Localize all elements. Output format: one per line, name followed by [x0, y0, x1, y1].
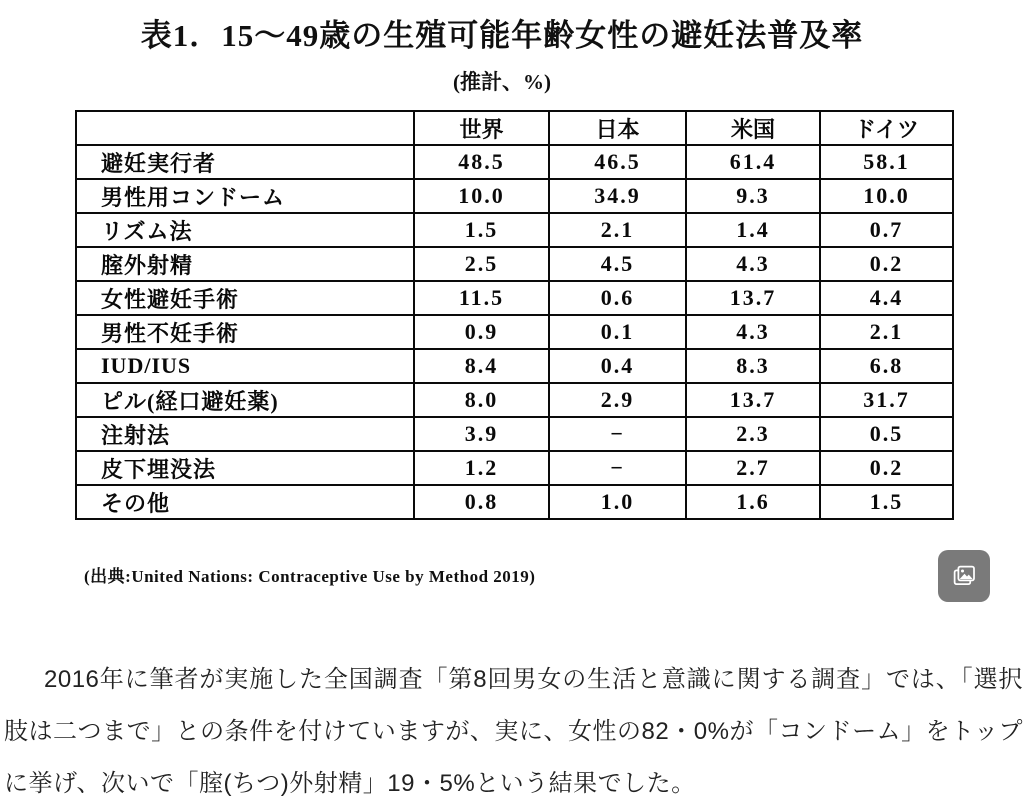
- body-paragraph: 2016年に筆者が実施した全国調査「第8回男女の生活と意識に関する調査」では、「選択肢は二つまで」との条件を付けていますが、実に、女性の82・0%が「コンドーム」をトップに挙げ、次いで「腟(ちつ)外射精」19・5%という結果でした。: [4, 666, 1023, 797]
- table-cell: 10.0: [414, 179, 549, 213]
- table-cell: 0.2: [820, 451, 953, 485]
- row-label: 腟外射精: [76, 247, 414, 281]
- table-cell: 8.3: [686, 349, 820, 383]
- figure-title: 表1．15〜49歳の生殖可能年齢女性の避妊法普及率: [140, 18, 864, 53]
- table-cell: 1.4: [686, 213, 820, 247]
- table-row: [76, 145, 953, 179]
- table-cell: 48.5: [414, 145, 549, 179]
- row-label: 皮下埋没法: [76, 451, 414, 485]
- table-cell: 1.5: [414, 213, 549, 247]
- table-row: [76, 485, 953, 519]
- table-cell: 34.9: [549, 179, 686, 213]
- table-row: [76, 281, 953, 315]
- table-cell: 9.3: [686, 179, 820, 213]
- table-cell: 4.5: [549, 247, 686, 281]
- table-row: [76, 417, 953, 451]
- table-cell: 3.9: [414, 417, 549, 451]
- row-label: 男性用コンドーム: [76, 179, 414, 213]
- table-cell: 0.5: [820, 417, 953, 451]
- table-cell: 1.0: [549, 485, 686, 519]
- table-row: [76, 213, 953, 247]
- table-cell: 4.3: [686, 315, 820, 349]
- table-cell: −: [549, 451, 686, 485]
- contraception-table: [75, 110, 954, 520]
- table-cell: 8.0: [414, 383, 549, 417]
- table-cell: 10.0: [820, 179, 953, 213]
- table-cell: 2.7: [686, 451, 820, 485]
- row-label: 注射法: [76, 417, 414, 451]
- column-header-usa: 米国: [686, 111, 820, 145]
- table-cell: 1.5: [820, 485, 953, 519]
- image-gallery-button[interactable]: [938, 550, 990, 602]
- table-cell: 61.4: [686, 145, 820, 179]
- column-header-blank: [76, 111, 414, 145]
- table-cell: 11.5: [414, 281, 549, 315]
- table-cell: 4.4: [820, 281, 953, 315]
- table-cell: 13.7: [686, 383, 820, 417]
- column-header-japan: 日本: [549, 111, 686, 145]
- table-cell: 46.5: [549, 145, 686, 179]
- table-cell: 0.4: [549, 349, 686, 383]
- table-cell: 6.8: [820, 349, 953, 383]
- photos-icon: [949, 561, 979, 591]
- row-label: IUD/IUS: [76, 349, 414, 383]
- table-cell: 2.1: [820, 315, 953, 349]
- table-cell: 0.7: [820, 213, 953, 247]
- row-label: 女性避妊手術: [76, 281, 414, 315]
- row-label: その他: [76, 485, 414, 519]
- table-cell: 4.3: [686, 247, 820, 281]
- table-cell: 0.6: [549, 281, 686, 315]
- table-cell: −: [549, 417, 686, 451]
- table-row: [76, 247, 953, 281]
- table-cell: 1.2: [414, 451, 549, 485]
- table-row: [76, 383, 953, 417]
- table-cell: 0.2: [820, 247, 953, 281]
- table-cell: 0.9: [414, 315, 549, 349]
- row-label: リズム法: [76, 213, 414, 247]
- row-label: 男性不妊手術: [76, 315, 414, 349]
- table-row: [76, 349, 953, 383]
- table-header-row: [76, 111, 953, 145]
- table-row: [76, 451, 953, 485]
- figure-subtitle: (推計、%): [453, 70, 551, 94]
- table-cell: 0.1: [549, 315, 686, 349]
- row-label: ピル(経口避妊薬): [76, 383, 414, 417]
- table-cell: 58.1: [820, 145, 953, 179]
- table-cell: 8.4: [414, 349, 549, 383]
- row-label: 避妊実行者: [76, 145, 414, 179]
- table-row: [76, 179, 953, 213]
- source-citation: (出典:United Nations: Contraceptive Use by Method 2019): [84, 567, 536, 586]
- table-cell: 13.7: [686, 281, 820, 315]
- table-cell: 2.3: [686, 417, 820, 451]
- column-header-germany: ドイツ: [820, 111, 953, 145]
- table-row: [76, 315, 953, 349]
- table-cell: 1.6: [686, 485, 820, 519]
- table-cell: 2.5: [414, 247, 549, 281]
- table-cell: 2.9: [549, 383, 686, 417]
- table-cell: 2.1: [549, 213, 686, 247]
- table-cell: 31.7: [820, 383, 953, 417]
- column-header-world: 世界: [414, 111, 549, 145]
- table-cell: 0.8: [414, 485, 549, 519]
